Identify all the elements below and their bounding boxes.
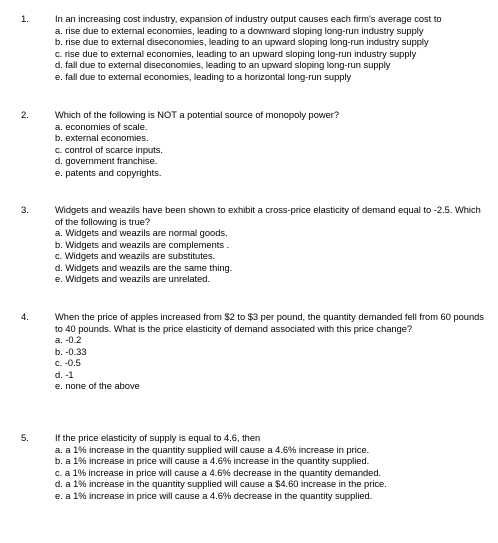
question-number: 5. [21,433,29,444]
option-d: d. fall due to external diseconomies, leading to an upward sloping long-run supply [55,60,391,70]
option-list [55,122,485,180]
option-e: e. patents and copyrights. [55,167,162,178]
option-d: d. government franchise. [55,156,158,166]
question-stem: Widgets and weazils have been shown to exhibit a cross-price elasticity of demand equal to -2.5. Which of the following is true? [55,205,481,227]
question-stem: If the price elasticity of supply is equal to 4.6, then [55,433,261,443]
option-list [55,335,485,393]
question-stem: When the price of apples increased from $2 to $3 per pound, the quantity demanded fell from 60 pounds to 40 pounds. What is the price elasticity of demand associated with this price change? [55,312,484,334]
option-d: d. a 1% increase in the quantity supplied will cause a $4.60 increase in the price. [55,479,387,489]
question-stem: In an increasing cost industry, expansion of industry output causes each firm's average cost to [55,14,442,24]
question-number: 2. [21,110,29,121]
option-c: c. control of scarce inputs. [55,144,163,155]
option-d: d. Widgets and weazils are the same thing. [55,262,233,273]
option-e: e. fall due to external economies, leading to a horizontal long-run supply [55,71,352,82]
question-body [55,205,485,286]
question-number: 3. [21,205,29,216]
option-list [55,228,485,286]
option-b: b. Widgets and weazils are complements . [55,239,230,250]
option-b: b. a 1% increase in price will cause a 4.6% increase in the quantity supplied. [55,456,370,466]
question-body [55,14,485,83]
option-e: e. Widgets and weazils are unrelated. [55,274,211,284]
option-c: c. -0.5 [55,358,81,368]
question-body [55,110,485,179]
option-a: a. economies of scale. [55,121,148,132]
option-b: b. rise due to external diseconomies, leading to an upward sloping long-run industry supply [55,37,429,47]
option-a: a. -0.2 [55,335,82,345]
question-body [55,312,485,393]
question-body [55,433,485,502]
option-a: a. Widgets and weazils are normal goods. [55,228,228,238]
option-d: d. -1 [55,369,74,380]
question-number: 4. [21,312,29,323]
option-list [55,26,485,84]
option-b: b. external economies. [55,133,149,143]
question-stem: Which of the following is NOT a potential source of monopoly power? [55,110,340,120]
option-list [55,445,485,503]
question-number: 1. [21,14,29,25]
option-a: a. rise due to external economies, leading to a downward sloping long-run industry supply [55,25,424,36]
option-a: a. a 1% increase in the quantity supplied will cause a 4.6% increase in price. [55,444,370,455]
option-e: e. a 1% increase in price will cause a 4.6% decrease in the quantity supplied. [55,490,373,501]
option-c: c. Widgets and weazils are substitutes. [55,251,216,261]
option-b: b. -0.33 [55,346,87,357]
option-c: c. a 1% increase in price will cause a 4.6% decrease in the quantity demanded. [55,467,382,478]
option-c: c. rise due to external economies, leading to an upward sloping long-run industry supply [55,48,417,59]
option-e: e. none of the above [55,381,140,391]
